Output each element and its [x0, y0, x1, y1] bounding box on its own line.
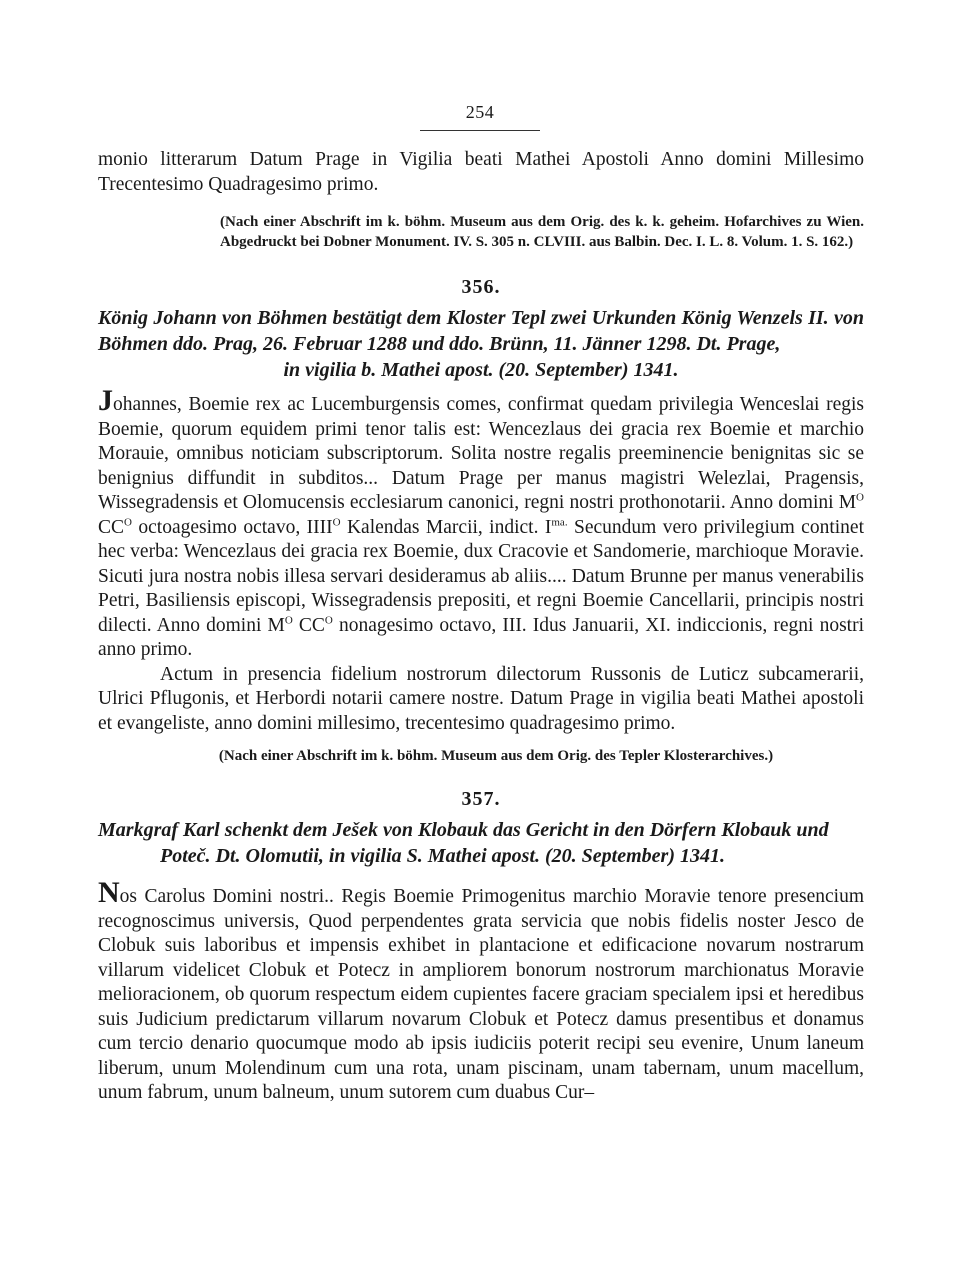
p356-mid: octoagesimo octavo, IIII — [131, 516, 333, 538]
p356-text-b: Secundum vero privilegium continet hec verba: Wencezlaus dei gracia rex Boemie, dux Cracovie et Sandomerie, marchioque Moravie. Sicuti jura nostra nobis illesa servari desideramus ab aliis.... Datum Brunne per manus venerabilis Petri, Basiliensis episcopi, Wissegradensis prepositi, et regni Boemie Cancellarii, principis nostri dilecti. Anno domini M — [98, 516, 864, 636]
document-356-paragraph-1 — [98, 384, 864, 663]
page-rule — [420, 130, 540, 131]
document-number-357: 357. — [461, 788, 501, 810]
summary-357-main: Markgraf Karl schenkt dem Ješek von Klobauk das Gericht in den Dörfern Klobauk und — [98, 819, 829, 841]
document-356-paragraph-2: Actum in presencia fidelium nostrorum dilectorum Russonis de Luticz subcamerarii, Ulrici Pflugonis, et Herbordi notarii camere nostre. Datum Prage in vigilia beati Mathei apostoli et evangeliste, anno domini millesimo, trecentesimo quadragesimo primo. — [98, 663, 864, 734]
source-note-356: (Nach einer Abschrift im k. böhm. Museum aus dem Orig. des Tepler Klosterarchives.) — [218, 748, 774, 764]
sup-o: O — [284, 614, 293, 626]
document-357-paragraph-1 — [98, 876, 864, 1106]
p357-text: os Carolus Domini nostri.. Regis Boemie Primogenitus marchio Moravie tenore presencium recognoscimus universis, Quod perpendentes grata servicia que nobis fidelis noster Jesco de Clobuk suis laboribus et impensis exhibet in plantacione et edificacione novarum nostrarum villarum videlicet Clobuk et Potecz in ampliorem bonorum nostrorum marchionatus Moravie melioracionem, ob quorum respectum eidem cupientes facere graciam specialem ipsi et heredibus suis Judicium predictarum villarum novarum Clobuk et Potecz damus presentibus et donamus cum tercio denario quocumque modo ab ipsis iudiciis poterit recipi seu evenire, Unum laneum liberum, unum Molendinum cum una rota, unam piscinam, unam tabernam, unum macellum, unum fabrum, unum balneum, unum sutorem cum duabus Cur– — [98, 886, 864, 1103]
p356-text-a: ohannes, Boemie rex ac Lucemburgensis comes, confirmat quedam privilegia Wenceslai regis Boemie, quorum equidem primi tenor talis est: Wencezlaus dei gracia rex Boemie et marchio Morauie, omnibus noticiam subscriptorum. Solita nostre regalis preeminencie benignitas sic se benignius diffundit in subditos... Datum Prage per manus magistri Welezlai, Pragensis, Wissegradensis et Olomucensis ecclesiarum canonici, regni nostri prothonotarii. Anno domini M — [98, 394, 864, 513]
page-number: 254 — [465, 102, 495, 122]
p356-cc: CC — [98, 516, 125, 538]
initial-letter-n: N — [98, 876, 120, 909]
summary-357-last: Poteč. Dt. Olomutii, in vigilia S. Mathei apost. (20. September) 1341. — [160, 845, 725, 867]
sup-o: O — [856, 491, 864, 504]
sup-ma: ma. — [551, 516, 568, 528]
source-note-1: (Nach einer Abschrift im k. böhm. Museum aus dem Orig. des k. k. geheim. Hofarchives zu Wien. Abgedruckt bei Dobner Monument. IV. S. 305 n. CLVIII. aus Balbin. Dec. I. L. 8. Volum. 1. S. 162.) — [220, 214, 864, 250]
text-column — [98, 148, 864, 1106]
initial-letter-j: J — [98, 384, 113, 417]
p356-end: nonagesimo octavo, III. Idus Januarii, XI. indiccionis, regni nostri anno primo. — [98, 614, 864, 660]
sup-o: O — [124, 516, 132, 528]
p356-kal: Kalendas Marcii, indict. I — [340, 516, 552, 538]
summary-356-main: König Johann von Böhmen bestätigt dem Kloster Tepl zwei Urkunden König Wenzels II. von Böhmen ddo. Prag, 26. Februar 1288 und ddo. Brünn, 11. Jänner 1298. Dt. Prage, — [98, 307, 864, 355]
document-summary-357 — [98, 817, 864, 869]
document-summary-356 — [98, 305, 864, 383]
p356-cc2: CC — [292, 614, 325, 636]
summary-356-last: in vigilia b. Mathei apost. (20. September) 1341. — [283, 359, 679, 381]
sup-o: O — [332, 516, 341, 528]
sup-o: O — [324, 614, 333, 626]
document-number-356: 356. — [461, 276, 501, 298]
continuation-paragraph: monio litterarum Datum Prage in Vigilia beati Mathei Apostoli Anno domini Millesimo Trecentesimo Quadragesimo primo. — [98, 149, 864, 195]
